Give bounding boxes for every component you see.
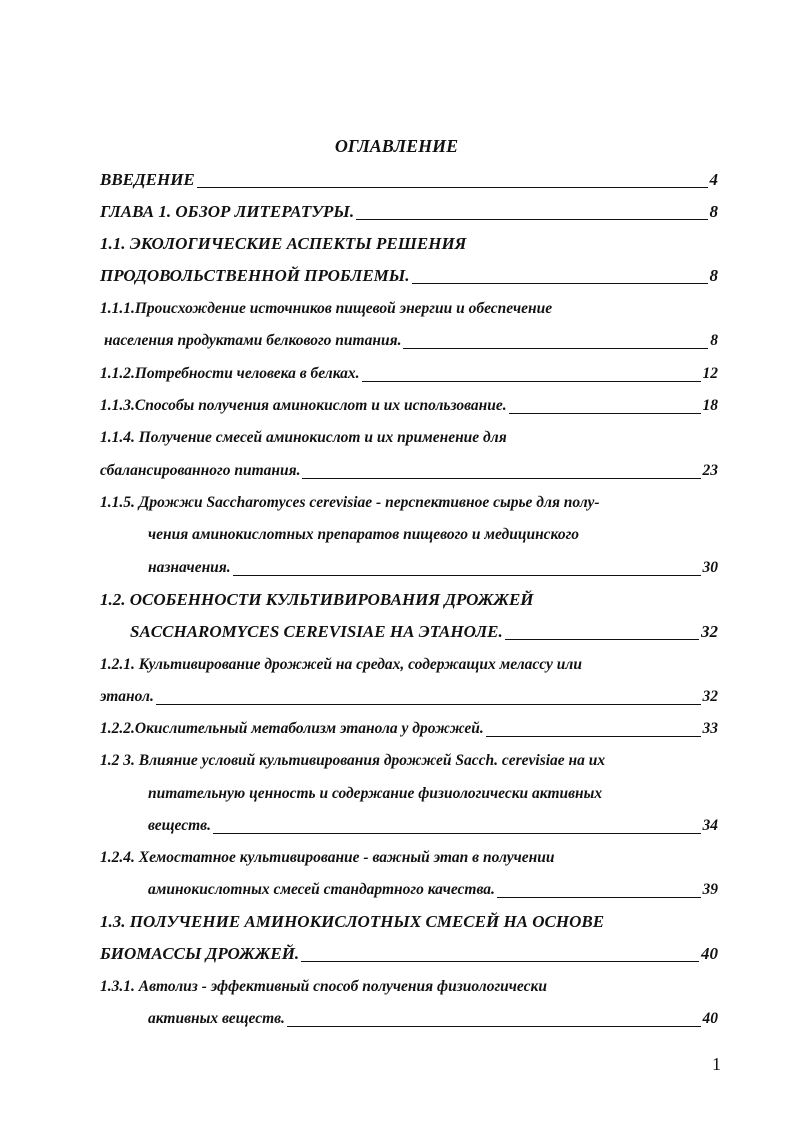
toc-entry-text: 1.1.4. Получение смесей аминокислот и их применение для	[100, 429, 507, 446]
toc-entry	[100, 362, 718, 386]
toc-leader-line	[213, 833, 701, 834]
toc-entry-text: питательную ценность и содержание физиологически активных	[148, 785, 603, 802]
toc-entry-text: ГЛАВА 1. ОБЗОР ЛИТЕРАТУРЫ.	[100, 202, 355, 221]
toc-entry-text: назначения.	[148, 559, 231, 576]
toc-leader-line	[403, 348, 708, 349]
toc-entry	[148, 556, 718, 580]
toc-entry	[100, 846, 718, 870]
toc-entry-page: 23	[702, 462, 718, 479]
toc-entry-text: населения продуктами белкового питания.	[104, 332, 402, 349]
toc-entry	[148, 782, 718, 806]
toc-entry-text: аминокислотных смесей стандартного качества.	[148, 881, 495, 898]
toc-leader-line	[233, 575, 701, 576]
toc-leader-line	[302, 478, 700, 479]
toc-entry-text: сбалансированного питания.	[100, 462, 301, 479]
toc-entry	[100, 491, 718, 515]
toc-leader-line	[356, 219, 707, 220]
toc-entry-page: 30	[702, 559, 718, 576]
toc-entry	[104, 329, 718, 353]
toc-entry	[100, 653, 718, 677]
toc-entry	[100, 264, 718, 288]
page-number: 1	[712, 1054, 721, 1074]
toc-entry-page: 8	[709, 266, 718, 285]
toc-entry-text: 1.3. ПОЛУЧЕНИЕ АМИНОКИСЛОТНЫХ СМЕСЕЙ НА ОСНОВЕ	[100, 912, 605, 931]
toc-entry	[100, 232, 718, 256]
page-title: ОГЛАВЛЕНИЕ	[334, 136, 459, 156]
toc-entry	[130, 620, 718, 644]
toc-entry-page: 33	[702, 720, 718, 737]
toc-entry-text: SACCHAROMYCES CEREVISIAE НА ЭТАНОЛЕ.	[130, 622, 503, 641]
toc-entry-text: ПРОДОВОЛЬСТВЕННОЙ ПРОБЛЕМЫ.	[100, 266, 410, 285]
toc-entry	[100, 910, 718, 934]
toc-entry-page: 34	[702, 817, 718, 834]
toc-entry	[100, 459, 718, 483]
toc-entry-text: этанол.	[100, 688, 154, 705]
toc-entry	[100, 426, 718, 450]
toc-entry-text: 1.1. ЭКОЛОГИЧЕСКИЕ АСПЕКТЫ РЕШЕНИЯ	[100, 234, 467, 253]
toc-leader-line	[412, 283, 708, 284]
toc-leader-line	[362, 381, 701, 382]
toc-entry	[100, 588, 718, 612]
toc-entry	[100, 749, 718, 773]
toc-entry	[100, 717, 718, 741]
toc-entry-text: 1.2.1. Культивирование дрожжей на средах, содержащих мелассу или	[100, 656, 583, 673]
toc-entry-page: 39	[702, 881, 718, 898]
toc-leader-line	[301, 961, 699, 962]
toc-entry-text: 1.2. ОСОБЕННОСТИ КУЛЬТИВИРОВАНИЯ ДРОЖЖЕЙ	[100, 590, 534, 609]
toc-entry-text: активных веществ.	[148, 1010, 285, 1027]
toc-entry	[148, 878, 718, 902]
toc-leader-line	[287, 1026, 701, 1027]
toc-entry-text: БИОМАССЫ ДРОЖЖЕЙ.	[100, 944, 300, 963]
toc-entry-page: 40	[701, 944, 718, 963]
toc-entry-text: 1.2.2.Окислительный метаболизм этанола у дрожжей.	[100, 720, 484, 737]
toc-entry	[100, 975, 718, 999]
toc-entry-page: 32	[701, 622, 718, 641]
toc-entry-page: 40	[702, 1010, 718, 1027]
toc-entry	[100, 394, 718, 418]
toc-entry-text: 1.1.3.Способы получения аминокислот и их использование.	[100, 397, 507, 414]
toc-entry-page: 18	[702, 397, 718, 414]
toc-entry	[100, 942, 718, 966]
toc-leader-line	[497, 897, 701, 898]
toc-entry-text: 1.1.1.Происхождение источников пищевой энергии и обеспечение	[100, 300, 553, 317]
toc-entry-text: 1.2.4. Хемостатное культивирование - важный этап в получении	[100, 849, 555, 866]
toc-entry-page: 4	[709, 170, 718, 189]
toc-leader-line	[197, 187, 708, 188]
toc-entry-text: ВВЕДЕНИЕ	[100, 170, 195, 189]
toc-entry	[148, 523, 718, 547]
toc-leader-line	[509, 413, 701, 414]
toc-entry-text: 1.1.2.Потребности человека в белках.	[100, 365, 360, 382]
toc-entry	[100, 685, 718, 709]
toc-leader-line	[156, 704, 701, 705]
toc-entry-page: 8	[710, 332, 718, 349]
toc-leader-line	[486, 736, 701, 737]
toc-entry-text: чения аминокислотных препаратов пищевого и медицинского	[148, 526, 580, 543]
toc-entry-text: 1.1.5. Дрожжи Saccharomyces cerevisiae - перспективное сырье для полу-	[100, 494, 600, 511]
toc-entry-text: веществ.	[148, 817, 211, 834]
toc-entry-text: 1.2 3. Влияние условий культивирования дрожжей Sacch. cerevisiae на их	[100, 752, 606, 769]
toc-entry	[100, 168, 718, 192]
toc-entry	[148, 1007, 718, 1031]
toc-leader-line	[505, 639, 699, 640]
toc-entry	[148, 814, 718, 838]
toc-entry	[100, 297, 718, 321]
toc-entry-page: 32	[702, 688, 718, 705]
toc-entry	[100, 200, 718, 224]
toc-entry-page: 8	[709, 202, 718, 221]
toc-entry-page: 12	[702, 365, 718, 382]
toc-entry-text: 1.3.1. Автолиз - эффективный способ получения физиологически	[100, 978, 547, 995]
